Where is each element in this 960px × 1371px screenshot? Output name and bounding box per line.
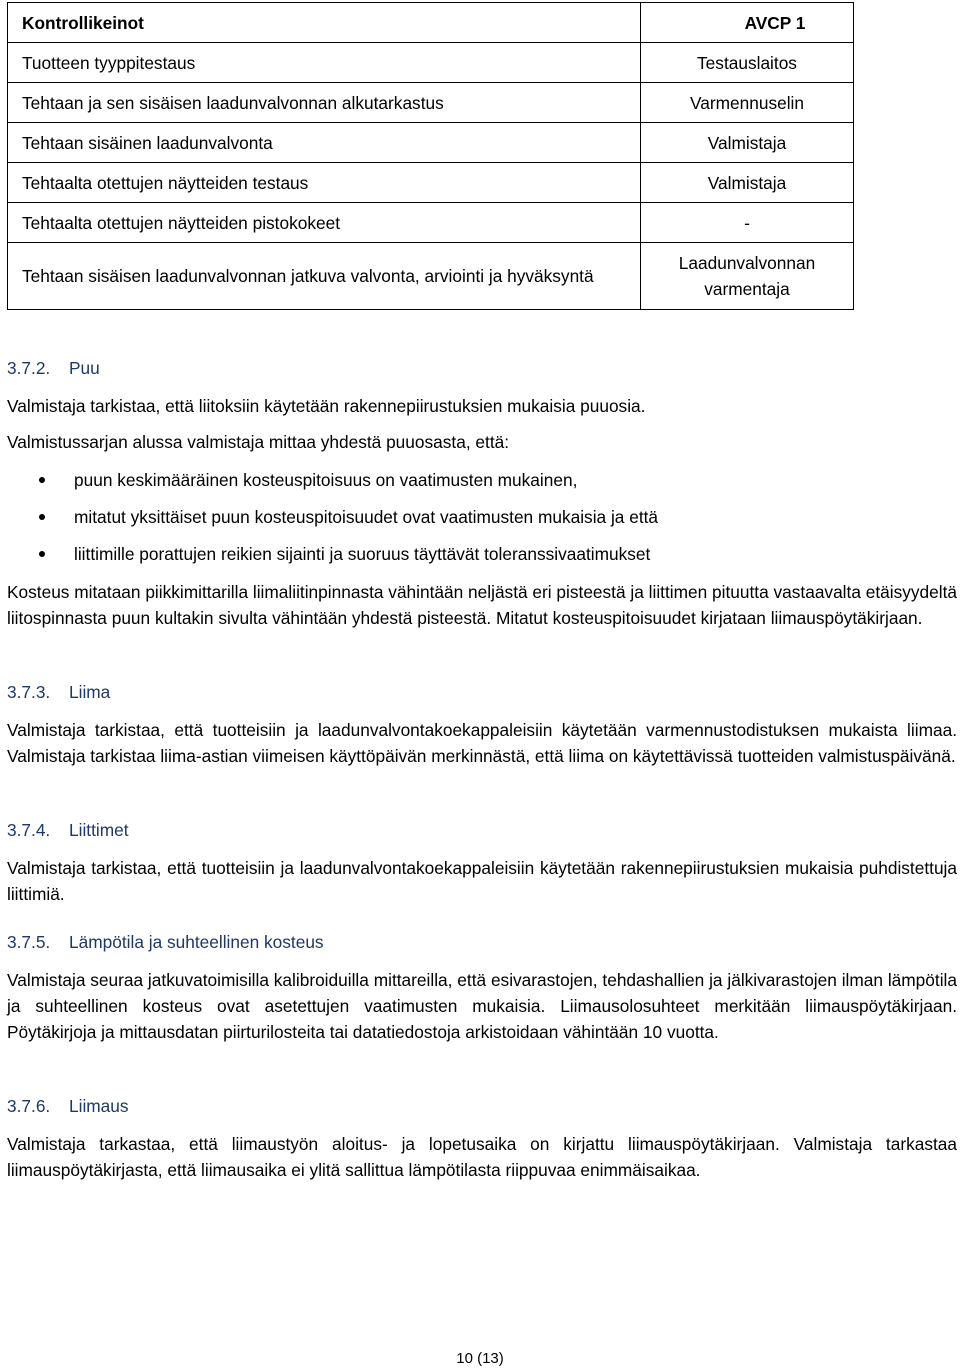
section-heading-puu xyxy=(7,355,100,381)
paragraph: Valmistaja tarkistaa, että tuotteisiin ja laadunvalvontakoekappaleisiin käytetään rakennepiirustuksien mukaisia puhdistettuja liittimiä. xyxy=(7,858,957,904)
page-number: 10 (13) xyxy=(456,1350,504,1367)
list-item xyxy=(7,541,957,578)
table-cell-responsible: Valmistaja xyxy=(641,123,854,163)
list-item xyxy=(7,467,957,504)
avcp-table xyxy=(7,2,854,310)
section-number: 3.7.4. xyxy=(7,820,51,840)
list-item xyxy=(7,504,957,541)
section-number: 3.7.2. xyxy=(7,358,51,378)
list-item-text: mitatut yksittäiset puun kosteuspitoisuudet ovat vaatimusten mukaisia ja että xyxy=(74,507,659,527)
paragraph: Valmistaja tarkastaa, että liimaustyön aloitus- ja lopetusaika on kirjattu liimauspöytäkirjaan. Valmistaja tarkastaa liimauspöytäkirjasta, että liimausaika ei ylitä sallittua lämpötilasta riippuvaa enimmäisaikaa. xyxy=(7,1134,957,1180)
list-item-text: puun keskimääräinen kosteuspitoisuus on vaatimusten mukainen, xyxy=(74,470,578,490)
table-header-right: AVCP 1 xyxy=(641,3,854,43)
table-cell-responsible: Testauslaitos xyxy=(641,43,854,83)
table-row xyxy=(8,163,854,203)
table-cell-responsible: - xyxy=(641,203,854,243)
table-cell-responsible: Laadunvalvonnan varmentaja xyxy=(641,243,854,310)
table-row xyxy=(8,243,854,310)
table-header-left: Kontrollikeinot xyxy=(8,3,641,43)
paragraph: Valmistaja seuraa jatkuvatoimisilla kalibroiduilla mittareilla, että esivarastojen, tehdashallien ja jälkivarastojen ilman lämpötila ja suhteellinen kosteus ovat asetettujen vaatimusten mukaisia. Liimausolosuhteet merkitään liimauspöytäkirjaan. Pöytäkirjoja ja mittausdatan piirturilosteita tai datatiedostoja arkistoidaan vähintään 10 vuotta. xyxy=(7,970,957,1042)
section-title: Lämpötila ja suhteellinen kosteus xyxy=(69,932,324,952)
paragraph: Valmistussarjan alussa valmistaja mittaa yhdestä puuosasta, että: xyxy=(7,432,510,452)
table-cell-task: Tehtaalta otettujen näytteiden pistokokeet xyxy=(8,203,641,243)
section-title: Liimaus xyxy=(69,1096,129,1116)
table-row xyxy=(8,43,854,83)
section-heading-liimaus xyxy=(7,1093,129,1119)
bullet-icon xyxy=(39,551,45,557)
table-header-row xyxy=(8,3,854,43)
section-heading-liittimet xyxy=(7,817,129,843)
paragraph: Valmistaja tarkistaa, että liitoksiin käytetään rakennepiirustuksien mukaisia puuosia. xyxy=(7,396,646,416)
section-number: 3.7.6. xyxy=(7,1096,51,1116)
bullet-icon xyxy=(39,477,45,483)
bullet-icon xyxy=(39,514,45,520)
section-number: 3.7.5. xyxy=(7,932,51,952)
bullet-list xyxy=(7,467,957,578)
table-row xyxy=(8,123,854,163)
table-cell-task: Tehtaan ja sen sisäisen laadunvalvonnan alkutarkastus xyxy=(8,83,641,123)
table-row xyxy=(8,203,854,243)
section-title: Liima xyxy=(69,682,111,702)
section-number: 3.7.3. xyxy=(7,682,51,702)
paragraph: Valmistaja tarkistaa, että tuotteisiin ja laadunvalvontakoekappaleisiin käytetään varmennustodistuksen mukaista liimaa. Valmistaja tarkistaa liima-astian viimeisen käyttöpäivän merkinnästä, että liima on käytettävissä tuotteiden valmistuspäivänä. xyxy=(7,720,957,766)
table-cell-task: Tehtaan sisäinen laadunvalvonta xyxy=(8,123,641,163)
table-row xyxy=(8,83,854,123)
table-cell-task: Tehtaan sisäisen laadunvalvonnan jatkuva valvonta, arviointi ja hyväksyntä xyxy=(8,243,641,310)
table-cell-task: Tuotteen tyyppitestaus xyxy=(8,43,641,83)
list-item-text: liittimille porattujen reikien sijainti ja suoruus täyttävät toleranssivaatimukset xyxy=(74,544,651,564)
table-cell-responsible: Valmistaja xyxy=(641,163,854,203)
section-title: Liittimet xyxy=(69,820,129,840)
paragraph: Kosteus mitataan piikkimittarilla liimaliitinpinnasta vähintään neljästä eri pisteestä ja liittimen pituutta vastaavalta etäisyydeltä liitospinnasta puun kultakin sivulta vähintään yhdestä pisteestä. Mitatut kosteuspitoisuudet kirjataan liimauspöytäkirjaan. xyxy=(7,582,957,628)
section-heading-liima xyxy=(7,679,110,705)
table-cell-responsible: Varmennuselin xyxy=(641,83,854,123)
section-title: Puu xyxy=(69,358,100,378)
section-heading-lampotila xyxy=(7,929,324,955)
table-cell-task: Tehtaalta otettujen näytteiden testaus xyxy=(8,163,641,203)
